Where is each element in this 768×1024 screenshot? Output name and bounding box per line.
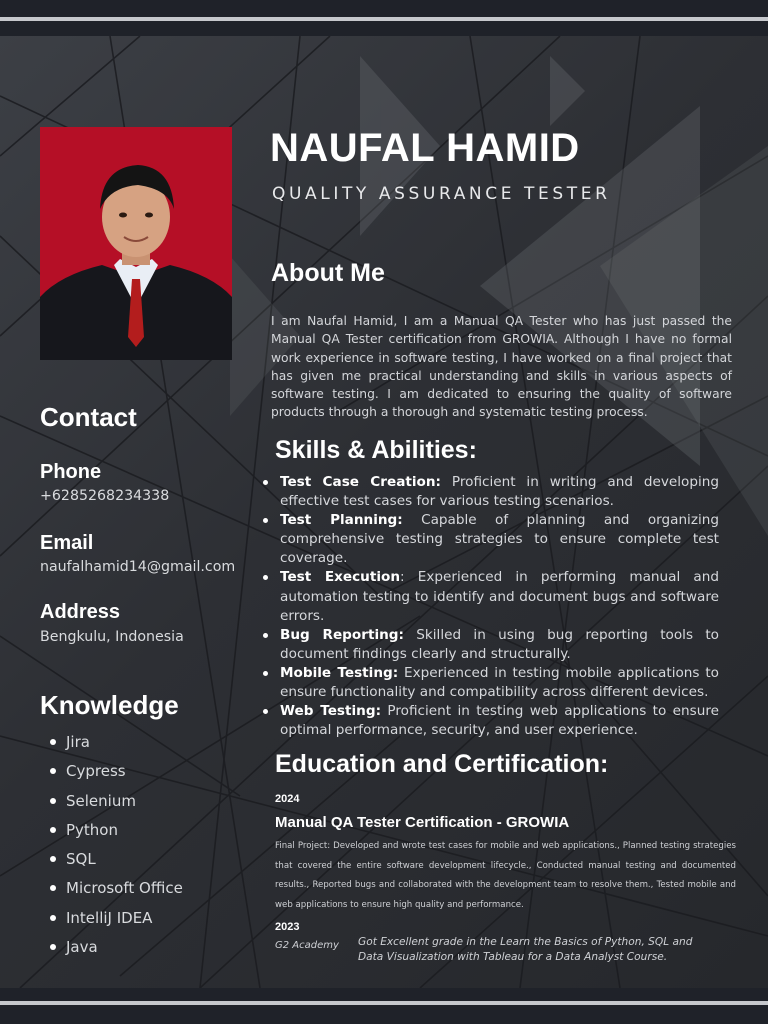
- about-heading: About Me: [271, 259, 385, 287]
- knowledge-item: Java: [48, 935, 183, 964]
- skill-title: Mobile Testing:: [280, 664, 399, 681]
- education-description: Got Excellent grade in the Learn the Basics of Python, SQL and Data Visualization with Tableau for a Data Analyst Course.: [358, 936, 693, 963]
- skill-title: Bug Reporting:: [280, 626, 404, 643]
- contact-heading: Contact: [40, 402, 137, 432]
- knowledge-item: Cypress: [48, 759, 183, 788]
- top-bar: [0, 0, 768, 36]
- skill-title: Test Planning:: [280, 512, 403, 529]
- phone-label: Phone: [40, 461, 102, 483]
- knowledge-item: IntelliJ IDEA: [48, 906, 183, 935]
- knowledge-list: [48, 730, 183, 964]
- certification-description: Final Project: Developed and wrote test cases for mobile and web applications., Planned testing strategies that covered the entire software development lifecycle., Conducted manual testing and documented results., Reported bugs and collaborated with the development team to resolve them., Tested mobile and web applications to ensure high quality and performance.: [275, 841, 736, 910]
- education-year: 2024: [275, 793, 300, 805]
- skill-text: Experienced in testing mobile applications to ensure functionality and compatibility across different devices.: [280, 664, 719, 701]
- phone-value: +6285268234338: [40, 488, 170, 504]
- person-name: NAUFAL HAMID: [270, 126, 580, 170]
- skill-item: [262, 664, 719, 702]
- education-organization: G2 Academy: [275, 940, 339, 951]
- knowledge-heading: Knowledge: [40, 690, 179, 720]
- person-portrait-icon: [40, 127, 232, 360]
- knowledge-item: SQL: [48, 847, 183, 876]
- skill-text: Proficient in testing web applications to ensure optimal performance, security, and user experience.: [280, 703, 719, 739]
- email-value: naufalhamid14@gmail.com: [40, 559, 236, 575]
- bottom-stripe: [0, 1001, 768, 1005]
- job-title: QUALITY ASSURANCE TESTER: [272, 184, 611, 204]
- skill-item: [262, 702, 719, 740]
- knowledge-item: Microsoft Office: [48, 876, 183, 905]
- skills-list: [262, 473, 719, 740]
- skill-item: [262, 568, 719, 625]
- skill-text: Capable of planning and organizing comprehensive testing strategies to ensure complete test coverage.: [280, 512, 719, 567]
- address-label: Address: [40, 601, 121, 623]
- skill-title: Test Execution: [280, 569, 401, 586]
- about-text: I am Naufal Hamid, I am a Manual QA Tester who has just passed the Manual QA Tester certification from GROWIA. Although I have no formal work experience in software testing, I have worked on a final project that has given me practical understanding and skills in various aspects of software testing. I am dedicated to ensuring the quality of software products through a thorough and systematic testing process.: [271, 314, 732, 420]
- skill-text: : Experienced in performing manual and automation testing to identify and document bugs and software errors.: [280, 569, 719, 624]
- skill-item: [262, 473, 719, 511]
- skill-item: [262, 626, 719, 664]
- top-stripe: [0, 17, 768, 21]
- skill-title: Test Case Creation:: [280, 474, 441, 490]
- skill-title: Web Testing:: [280, 703, 382, 720]
- education-year: 2023: [275, 921, 300, 933]
- profile-photo: [40, 127, 232, 360]
- email-label: Email: [40, 532, 94, 554]
- education-heading: Education and Certification:: [275, 750, 609, 778]
- knowledge-item: Jira: [48, 730, 183, 759]
- certification-title: Manual QA Tester Certification - GROWIA: [275, 814, 570, 831]
- knowledge-item: Python: [48, 818, 183, 847]
- skill-text: Proficient in writing and developing effective test cases for various testing scenarios.: [280, 474, 719, 510]
- knowledge-item: Selenium: [48, 789, 183, 818]
- skill-text: Skilled in using bug reporting tools to document findings clearly and structurally.: [280, 626, 719, 662]
- skill-item: [262, 511, 719, 568]
- skills-heading: Skills & Abilities:: [275, 436, 477, 464]
- address-value: Bengkulu, Indonesia: [40, 629, 184, 645]
- bottom-bar: [0, 988, 768, 1024]
